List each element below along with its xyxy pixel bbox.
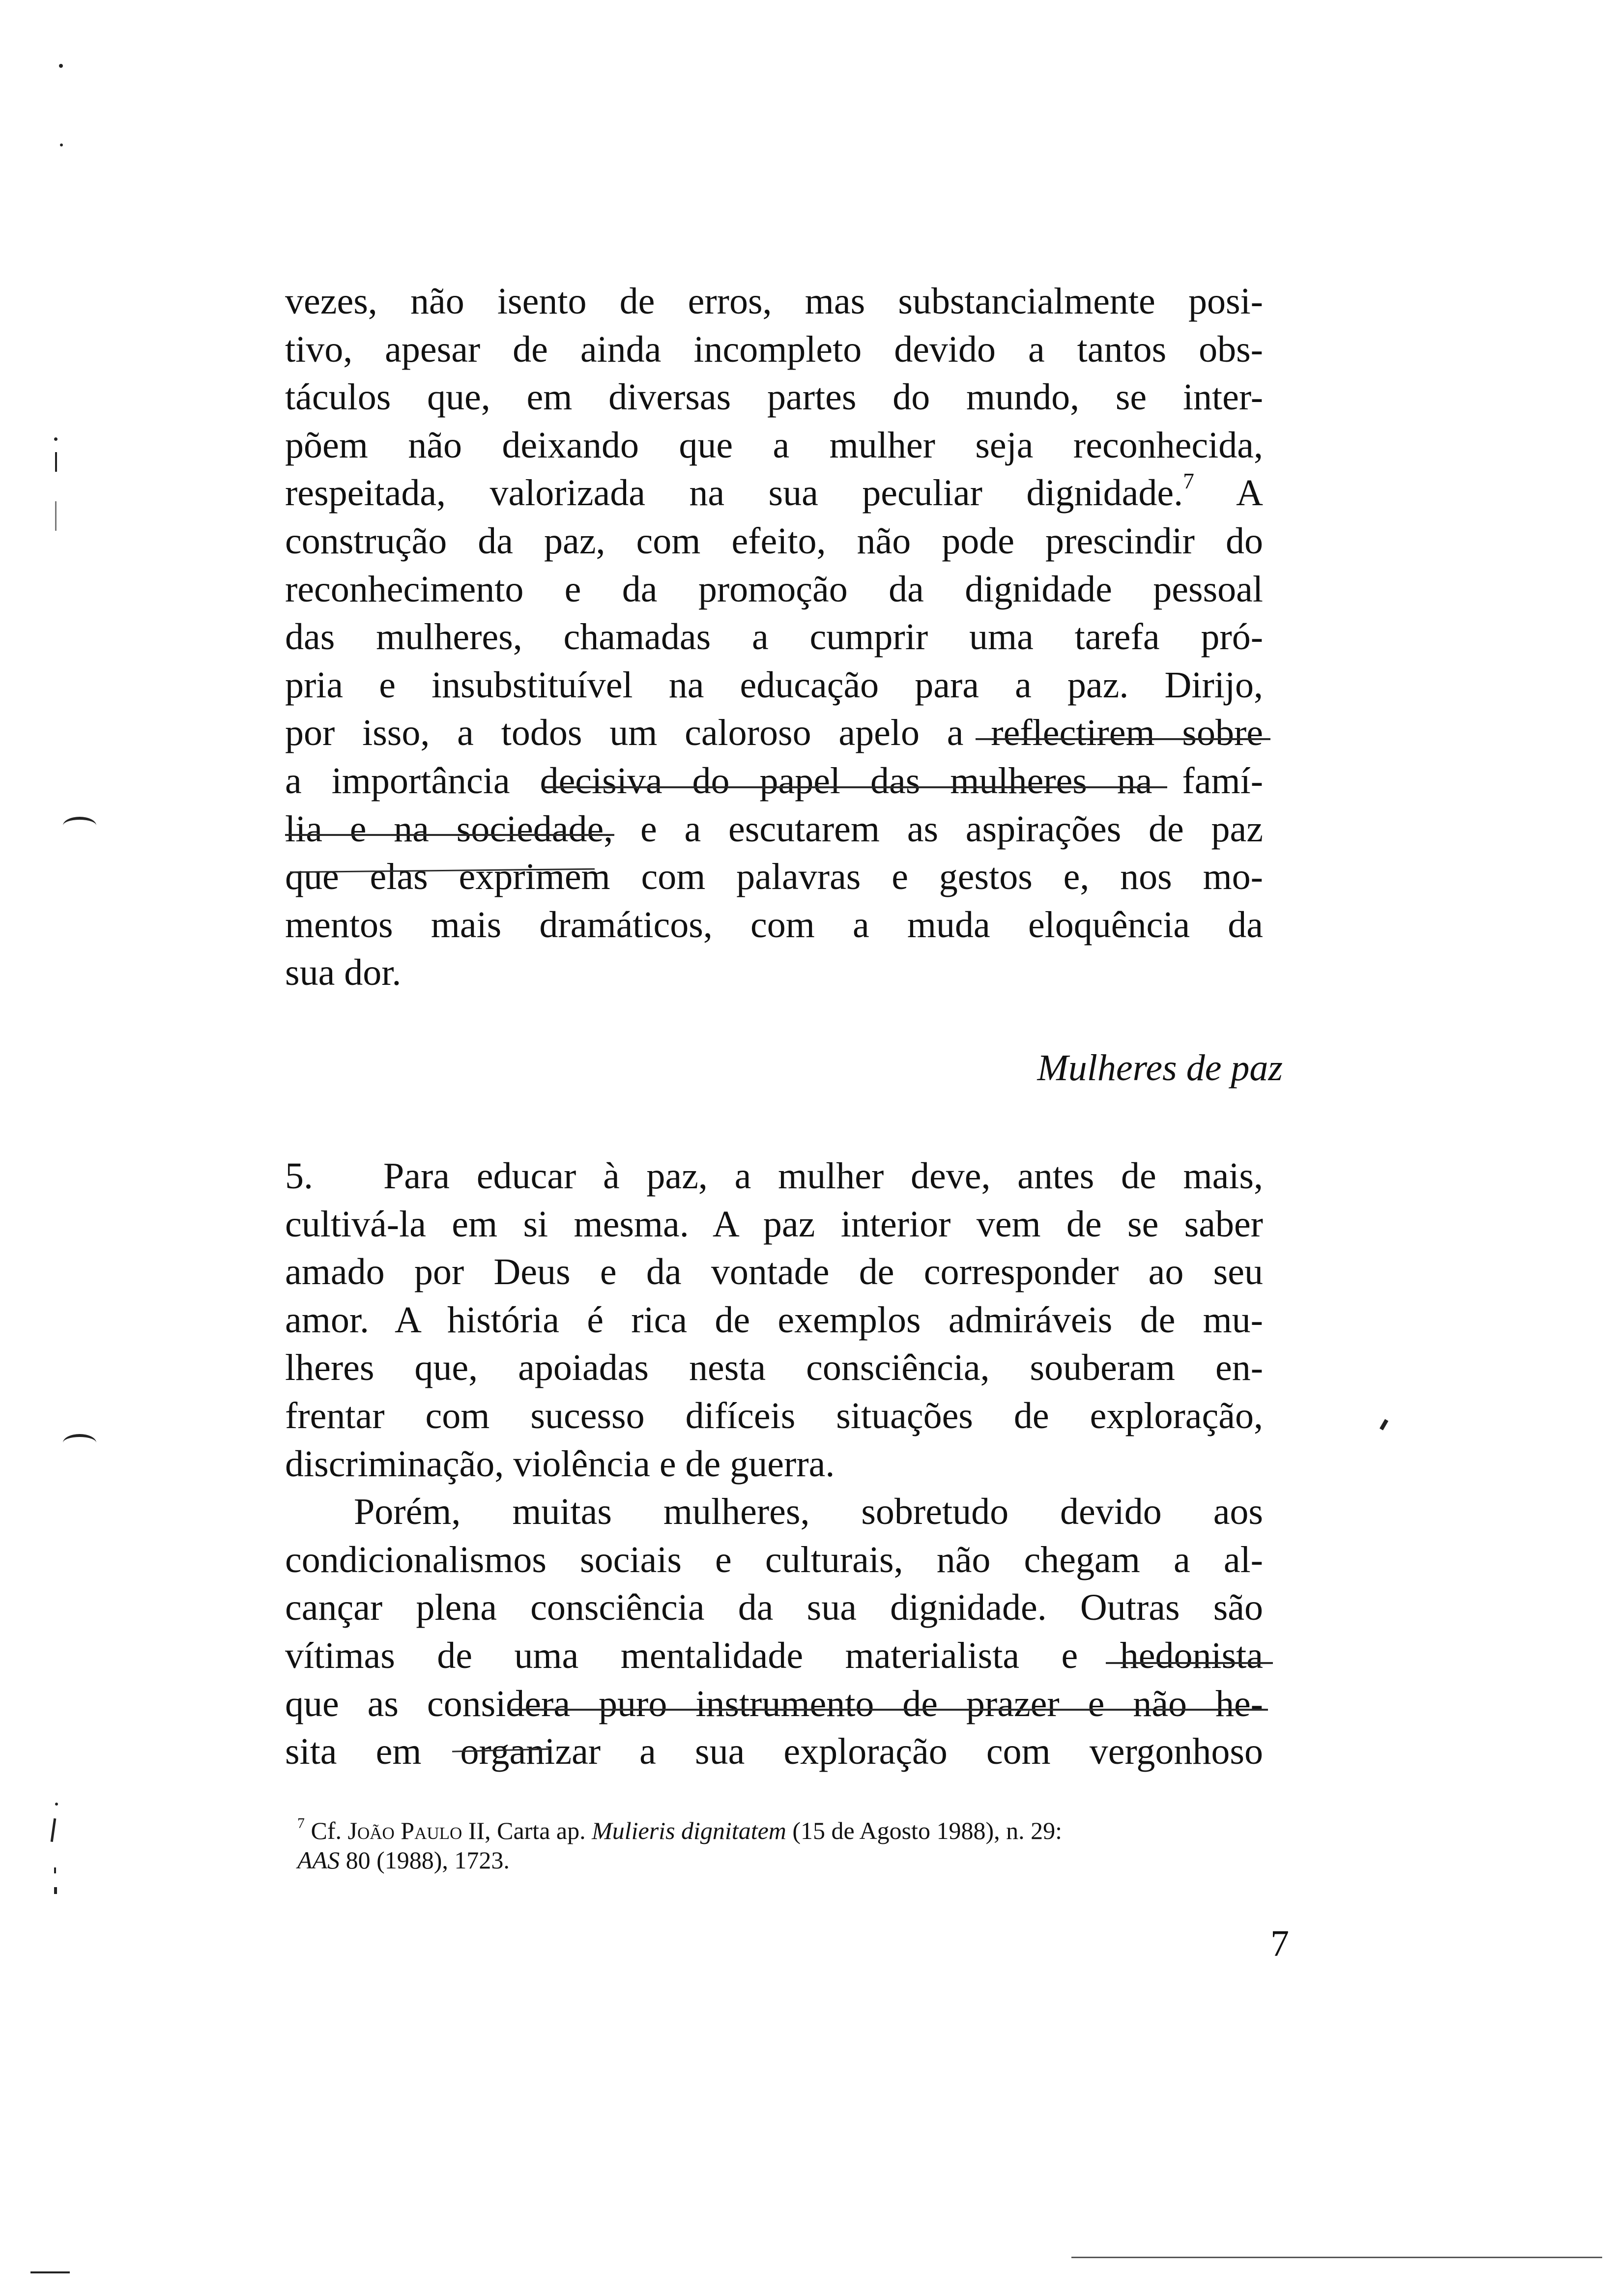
- margin-speck: [54, 437, 58, 441]
- footnote-number: 7: [297, 1815, 305, 1832]
- text-line: amor. A história é rica de exemplos admiráveis de mu-: [285, 1299, 1263, 1341]
- text-line: que as considera puro instrumento de prazer e não he-: [285, 1683, 1263, 1724]
- margin-pen-arc: [63, 1434, 96, 1452]
- paragraph-5: [285, 1152, 1263, 1776]
- text-line: discriminação, violência e de guerra.: [285, 1443, 835, 1485]
- margin-tick: [55, 452, 57, 472]
- text-line: mentos mais dramáticos, com a muda eloquência da: [285, 904, 1263, 946]
- text-fragment: respeitada, valorizada na sua peculiar dignidade.: [285, 472, 1183, 514]
- section-heading: Mulheres de paz: [1037, 1047, 1283, 1089]
- text-line: põem não deixando que a mulher seja reconhecida,: [285, 424, 1263, 466]
- pen-underline: [511, 1709, 1268, 1711]
- text-line: [285, 469, 1263, 517]
- bottom-edge-line: [1071, 2257, 1602, 2258]
- text-line: a importância decisiva do papel das mulheres na famí-: [285, 760, 1263, 802]
- text-line: condicionalismos sociais e culturais, não chegam a al-: [285, 1539, 1263, 1580]
- footnote-citation: (15 de Agosto 1988), n. 29:: [792, 1817, 1062, 1844]
- text-line: sua dor.: [285, 952, 402, 994]
- pen-underline: [543, 786, 1167, 788]
- pen-underline: [1106, 1662, 1273, 1664]
- text-line: [285, 1152, 1263, 1201]
- text-line: táculos que, em diversas partes do mundo, se inter-: [285, 376, 1263, 418]
- footnote-reference: 7: [1183, 468, 1194, 494]
- text-line: amado por Deus e da vontade de corresponder ao seu: [285, 1251, 1263, 1293]
- footnote-work-title: Mulieris dignitatem: [592, 1817, 786, 1844]
- text-line: cançar plena consciência da sua dignidade. Outras são: [285, 1587, 1263, 1629]
- text-line: [285, 1488, 1263, 1536]
- paragraph-4-continuation: [285, 278, 1263, 997]
- footnote-author-suffix: II, Carta ap.: [468, 1817, 586, 1844]
- footnote-cf: Cf.: [311, 1817, 342, 1844]
- footnote-line: [297, 1816, 1268, 1845]
- margin-pen-arc: [63, 817, 96, 834]
- text-line: sita em organizar a sua exploração com vergonhoso: [285, 1731, 1263, 1773]
- margin-speck: [55, 1803, 58, 1806]
- footnote-line: [297, 1845, 1268, 1875]
- text-line: lheres que, apoiadas nesta consciência, souberam en-: [285, 1347, 1263, 1389]
- bottom-edge-line: [30, 2271, 70, 2273]
- margin-pen-stroke: [1380, 1419, 1388, 1430]
- text-fragment: A: [1236, 472, 1263, 514]
- text-line: que elas exprimem com palavras e gestos e, nos mo-: [285, 856, 1263, 898]
- pen-underline: [976, 738, 1270, 740]
- pen-underline: [285, 834, 614, 836]
- text-line: tivo, apesar de ainda incompleto devido a tantos obs-: [285, 328, 1263, 370]
- footnote-citation: 80 (1988), 1723.: [345, 1846, 510, 1874]
- margin-tick: [55, 501, 57, 531]
- margin-speck: [54, 1867, 56, 1873]
- margin-tick: [51, 1818, 57, 1842]
- text-line: lia e na sociedade, e a escutarem as aspirações de paz: [285, 808, 1263, 850]
- text-line: frentar com sucesso difíceis situações de exploração,: [285, 1395, 1263, 1436]
- footnote: [297, 1816, 1268, 1875]
- text-line: vezes, não isento de erros, mas substancialmente posi-: [285, 281, 1263, 322]
- text-line: reconhecimento e da promoção da dignidade pessoal: [285, 568, 1263, 610]
- margin-speck: [60, 144, 63, 146]
- margin-speck: [54, 1887, 57, 1894]
- text-fragment: Porém, muitas mulheres, sobretudo devido aos: [354, 1491, 1263, 1533]
- margin-speck: [59, 64, 63, 68]
- footnote-author: João Paulo: [347, 1817, 462, 1844]
- footnote-journal: AAS: [297, 1846, 340, 1874]
- text-line: pria e insubstituível na educação para a paz. Dirijo,: [285, 664, 1263, 706]
- text-fragment: Para educar à paz, a mulher deve, antes de mais,: [383, 1155, 1263, 1197]
- text-line: por isso, a todos um caloroso apelo a reflectirem sobre: [285, 712, 1263, 754]
- text-line: construção da paz, com efeito, não pode prescindir do: [285, 520, 1263, 562]
- text-line: cultivá-la em si mesma. A paz interior vem de se saber: [285, 1203, 1263, 1245]
- page-number: 7: [1270, 1923, 1289, 1964]
- text-line: vítimas de uma mentalidade materialista e hedonista: [285, 1635, 1263, 1676]
- paragraph-number: 5.: [285, 1155, 313, 1197]
- text-line: das mulheres, chamadas a cumprir uma tarefa pró-: [285, 616, 1263, 658]
